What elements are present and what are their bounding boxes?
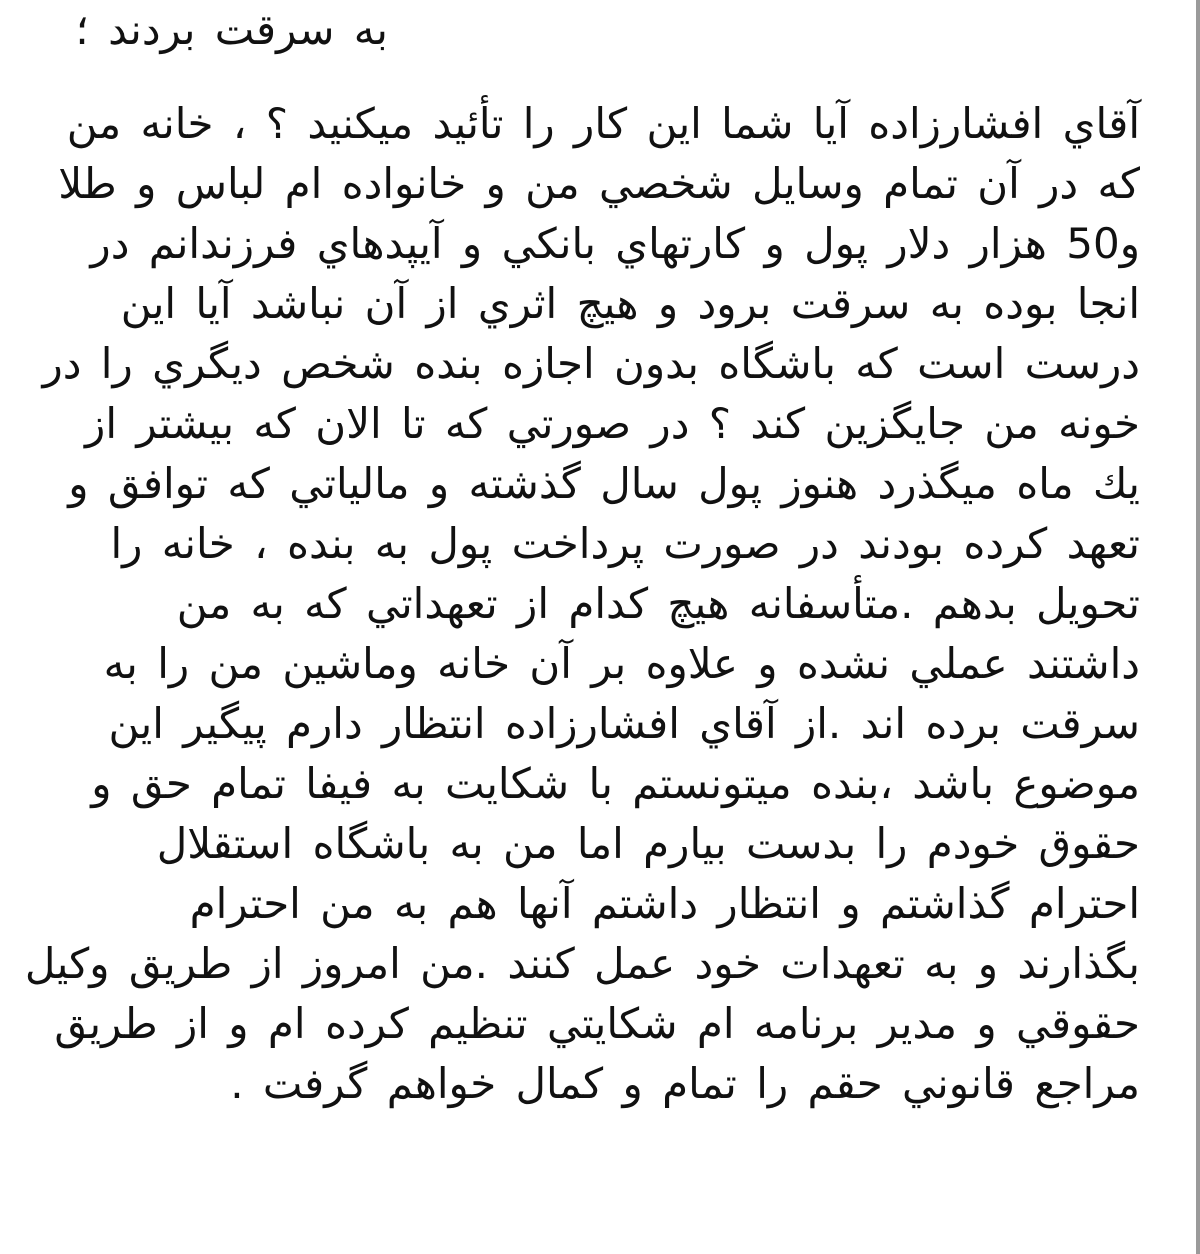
text-line-9: تحويل بدهم .متأسفانه هيچ كدام از تعهداتي كه به من [176,579,1140,628]
text-line-16: حقوقي و مدير برنامه ام شكايتي تنظيم كرده ام و از طريق [54,999,1140,1048]
statement-paragraph [20,94,1140,1114]
text-line-13: حقوق خودم را بدست بيارم اما من به باشگاه استقلال [156,819,1140,868]
text-line-6: خونه من جايگزين كند ؟ در صورتي كه تا الان كه بيشتر از [85,399,1140,448]
text-line-2: كه در آن تمام وسايل شخصي من و خانواده ام لباس و طلا [58,159,1140,208]
text-line-4: انجا بوده به سرقت برود و هيچ اثري از آن نباشد آيا اين [120,279,1140,328]
text-line-5: درست است كه باشگاه بدون اجازه بنده شخص ديگري را در [42,339,1140,388]
text-line-8: تعهد كرده بودند در صورت پرداخت پول به بنده ، خانه را [110,519,1140,568]
text-line-14: احترام گذاشتم و انتظار داشتم آنها هم به من احترام [189,879,1140,928]
text-line-15: بگذارند و به تعهدات خود عمل كنند .من امروز از طريق وكيل [24,939,1140,988]
text-line-11: سرقت برده اند .از آقاي افشارزاده انتظار دارم پيگير اين [108,699,1140,748]
text-line-10: داشتند عملي نشده و علاوه بر آن خانه وماشين من را به [103,639,1140,688]
text-line-17: مراجع قانوني حقم را تمام و كمال خواهم گرفت . [230,1059,1140,1108]
text-line-1: آقاي افشارزاده آيا شما اين كار را تأئيد ميكنيد ؟ ، خانه من [66,99,1140,148]
text-line-7: يك ماه ميگذرد هنوز پول سال گذشته و مالياتي كه توافق و [68,459,1140,508]
heading-fragment: به سرقت بردند ؛ [75,5,388,54]
text-line-12: موضوع باشد ،بنده ميتونستم با شكايت به فيفا تمام حق و [91,759,1140,808]
text-line-3: و50 هزار دلار پول و كارتهاي بانكي و آيپدهاي فرزندانم در [90,219,1140,268]
